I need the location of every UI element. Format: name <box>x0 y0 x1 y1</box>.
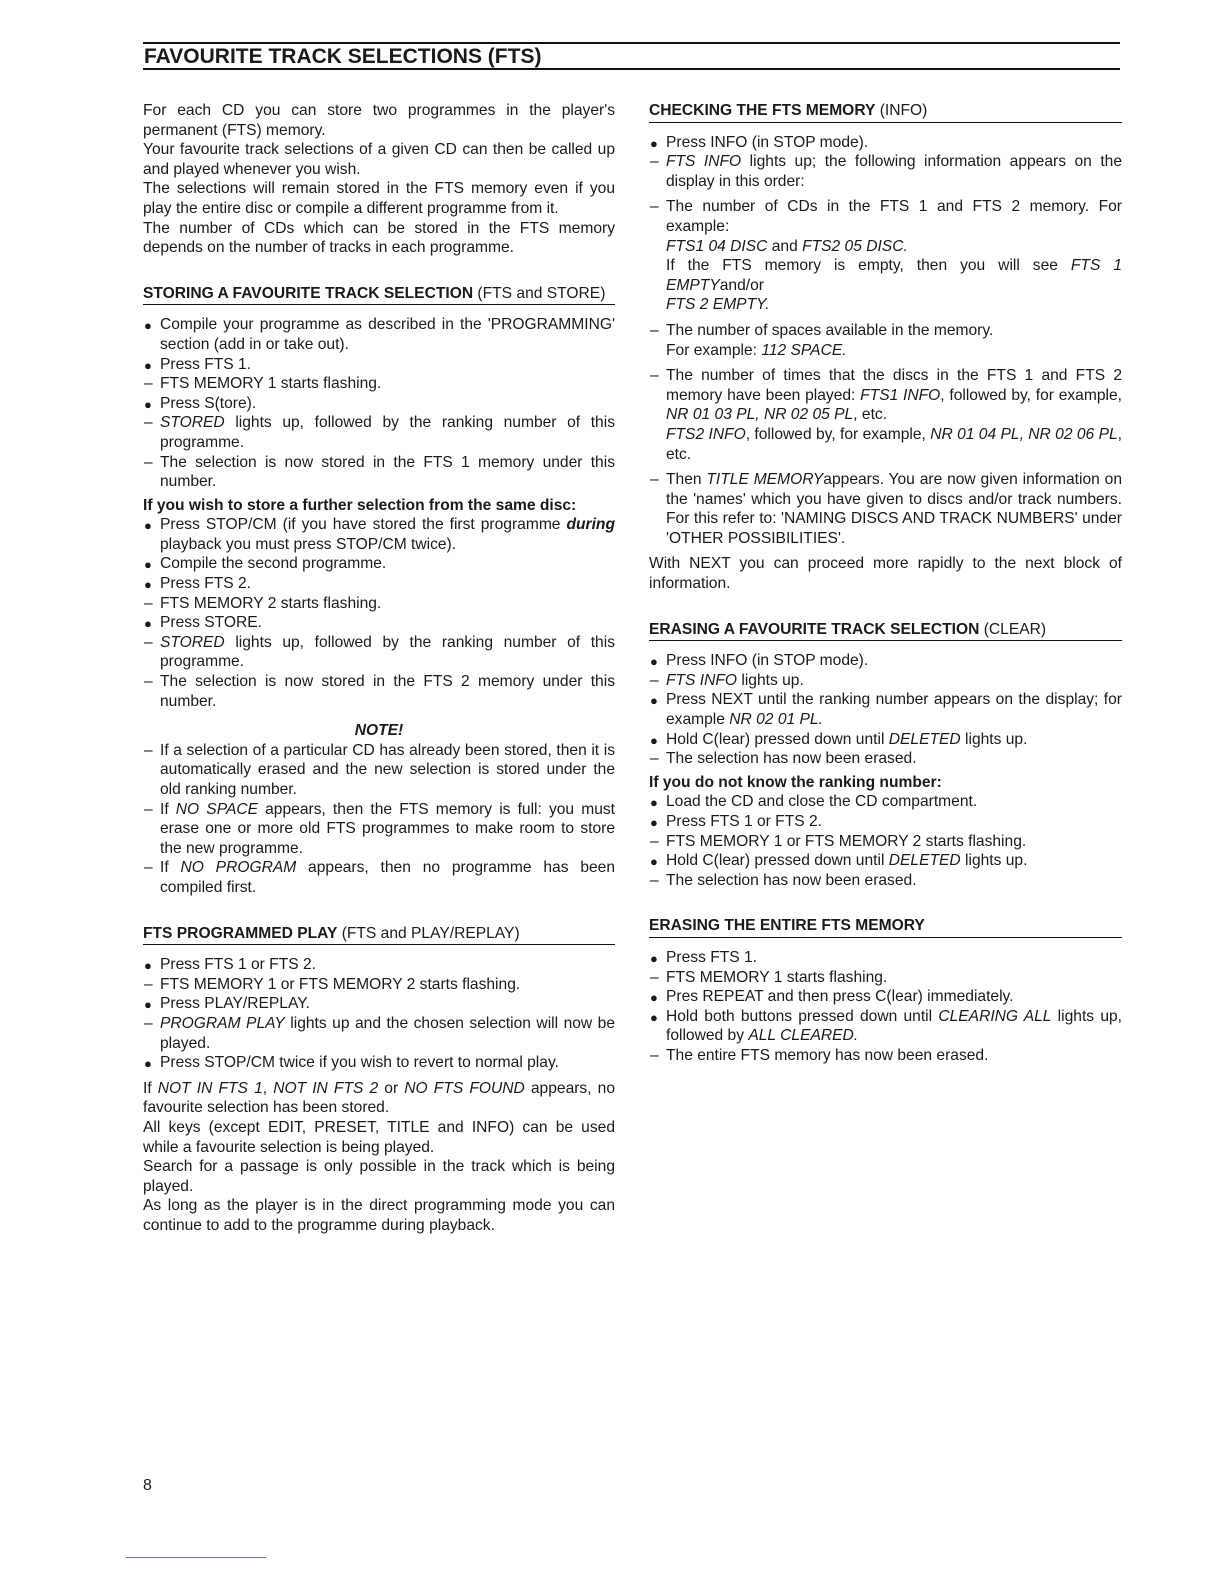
paragraph: As long as the player is in the direct programming mode you can continue to add to the programme during playback. <box>143 1197 615 1234</box>
list-item: – STORED lights up, followed by the ranking number of this programme. <box>144 414 615 451</box>
list-item: ● Press STORE. <box>144 614 262 632</box>
list-item: – The selection has now been erased. <box>650 871 917 889</box>
list-item: – FTS INFO lights up. <box>650 671 804 689</box>
list-item: – FTS MEMORY 1 or FTS MEMORY 2 starts flashing. <box>650 832 1027 850</box>
list-item: ● Load the CD and close the CD compartment. <box>650 793 978 811</box>
intro-paragraph: For each CD you can store two programmes in the player's permanent (FTS) memory. <box>143 102 615 139</box>
list-item: ● Press PLAY/REPLAY. <box>144 995 310 1013</box>
intro-paragraph: The number of CDs which can be stored in the FTS memory depends on the number of tracks in each programme. <box>143 219 615 257</box>
list-item: ● Press STOP/CM twice if you wish to revert to normal play. <box>144 1054 559 1072</box>
paragraph: With NEXT you can proceed more rapidly to the next block of information. <box>649 555 1122 593</box>
list-item: ● Press S(tore). <box>144 394 257 412</box>
list-item: – Then TITLE MEMORYappears. You are now given information on the 'names' which you have given to discs and/or track numbers. For this refer to: 'NAMING DISCS AND TRACK NUMBERS' under 'OTHER POSSIBILITIES'. <box>650 471 1122 547</box>
list-item: ● Hold C(lear) pressed down until DELETED lights up. <box>650 852 1028 870</box>
unknown-ranking-heading: If you do not know the ranking number: <box>649 773 942 791</box>
list-item: – The number of CDs in the FTS 1 and FTS 2 memory. For example: FTS1 04 DISC and FTS2 05 DISC. If the FTS memory is empty, then you will see FTS 1 EMPTYand/or FTS 2 EMPTY. <box>650 198 1122 314</box>
list-item: ● Pres REPEAT and then press C(lear) immediately. <box>650 988 1014 1006</box>
list-item: – If NO SPACE appears, then the FTS memory is full: you must erase one or more old FTS programmes to make room to store the new programme. <box>144 800 616 857</box>
list-item: – The selection is now stored in the FTS 2 memory under this number. <box>144 673 615 710</box>
list-item: ● Press FTS 2. <box>144 575 251 593</box>
list-item: ● Hold both buttons pressed down until CLEARING ALL lights up, followed by ALL CLEARED. <box>650 1007 1122 1045</box>
list-item: ● Press FTS 1 or FTS 2. <box>144 956 316 974</box>
list-item: – FTS MEMORY 1 starts flashing. <box>650 968 888 986</box>
right-column <box>649 101 1122 1066</box>
note-title: NOTE! <box>354 722 404 740</box>
paragraph: If NOT IN FTS 1, NOT IN FTS 2 or NO FTS FOUND appears, no favourite selection has been stored. <box>143 1079 616 1117</box>
list-item: ● Press FTS 1. <box>650 948 757 966</box>
list-item: ● Press INFO (in STOP mode). <box>650 652 869 670</box>
list-item: – The number of spaces available in the memory. For example: 112 SPACE. <box>650 321 994 359</box>
list-item: ● Press FTS 1 or FTS 2. <box>650 813 822 830</box>
list-item: ● Press NEXT until the ranking number appears on the display; for example NR 02 01 PL. <box>650 691 1122 729</box>
list-item: ● Press STOP/CM (if you have stored the first programme during playback you must press STOP/CM twice). <box>144 516 615 553</box>
further-selection-heading: If you wish to store a further selection from the same disc: <box>143 496 577 514</box>
list-item: ● Compile the second programme. <box>144 555 387 573</box>
erase-all-heading: ERASING THE ENTIRE FTS MEMORY <box>649 916 1122 938</box>
erasing-heading: ERASING A FAVOURITE TRACK SELECTION (CLEAR) <box>649 620 1122 642</box>
checking-heading: CHECKING THE FTS MEMORY (INFO) <box>649 101 1122 123</box>
intro-paragraph: Your favourite track selections of a given CD can then be called up and played whenever you wish. <box>143 141 615 178</box>
list-item: – FTS MEMORY 2 starts flashing. <box>144 594 382 612</box>
storing-heading: STORING A FAVOURITE TRACK SELECTION (FTS and STORE) <box>143 284 615 306</box>
list-item: – If a selection of a particular CD has already been stored, then it is automatically erased and the new selection is stored under the old ranking number. <box>144 741 615 798</box>
page-number: 8 <box>143 1477 152 1494</box>
list-item: – The selection is now stored in the FTS 1 memory under this number. <box>144 453 615 491</box>
list-item: – The number of times that the discs in the FTS 1 and FTS 2 memory have been played: FTS1 INFO, followed by, for example, NR 01 03 PL, NR 02 05 PL, etc. FTS2 INFO, followed by, for example, NR 01 04 PL, NR 02 06 PL, etc. <box>650 367 1122 463</box>
list-item: – STORED lights up, followed by the ranking number of this programme. <box>144 633 615 671</box>
intro-paragraph: The selections will remain stored in the FTS memory even if you play the entire disc or compile a different programme from it. <box>143 180 615 217</box>
paragraph: All keys (except EDIT, PRESET, TITLE and INFO) can be used while a favourite selection is being played. <box>143 1118 615 1156</box>
list-item: – FTS INFO lights up; the following information appears on the display in this order: <box>650 153 1122 190</box>
play-heading: FTS PROGRAMMED PLAY (FTS and PLAY/REPLAY) <box>143 924 615 946</box>
list-item: ● Press INFO (in STOP mode). <box>650 133 869 151</box>
page-title: FAVOURITE TRACK SELECTIONS (FTS) <box>143 42 1120 70</box>
paragraph: Search for a passage is only possible in the track which is being played. <box>143 1158 615 1195</box>
list-item: ● Press FTS 1. <box>144 355 251 373</box>
list-item: – PROGRAM PLAY lights up and the chosen selection will now be played. <box>144 1014 616 1052</box>
list-item: ● Compile your programme as described in the 'PROGRAMMING' section (add in or take out). <box>144 316 615 353</box>
left-column <box>143 101 615 1235</box>
list-item: – The selection has now been erased. <box>650 750 917 768</box>
list-item: – FTS MEMORY 1 starts flashing. <box>144 375 382 393</box>
list-item: – If NO PROGRAM appears, then no programme has been compiled first. <box>144 859 616 896</box>
list-item: – FTS MEMORY 1 or FTS MEMORY 2 starts flashing. <box>144 975 521 993</box>
scan-artifact-line <box>126 1557 266 1558</box>
list-item: – The entire FTS memory has now been erased. <box>650 1046 989 1064</box>
list-item: ● Hold C(lear) pressed down until DELETED lights up. <box>650 730 1028 748</box>
